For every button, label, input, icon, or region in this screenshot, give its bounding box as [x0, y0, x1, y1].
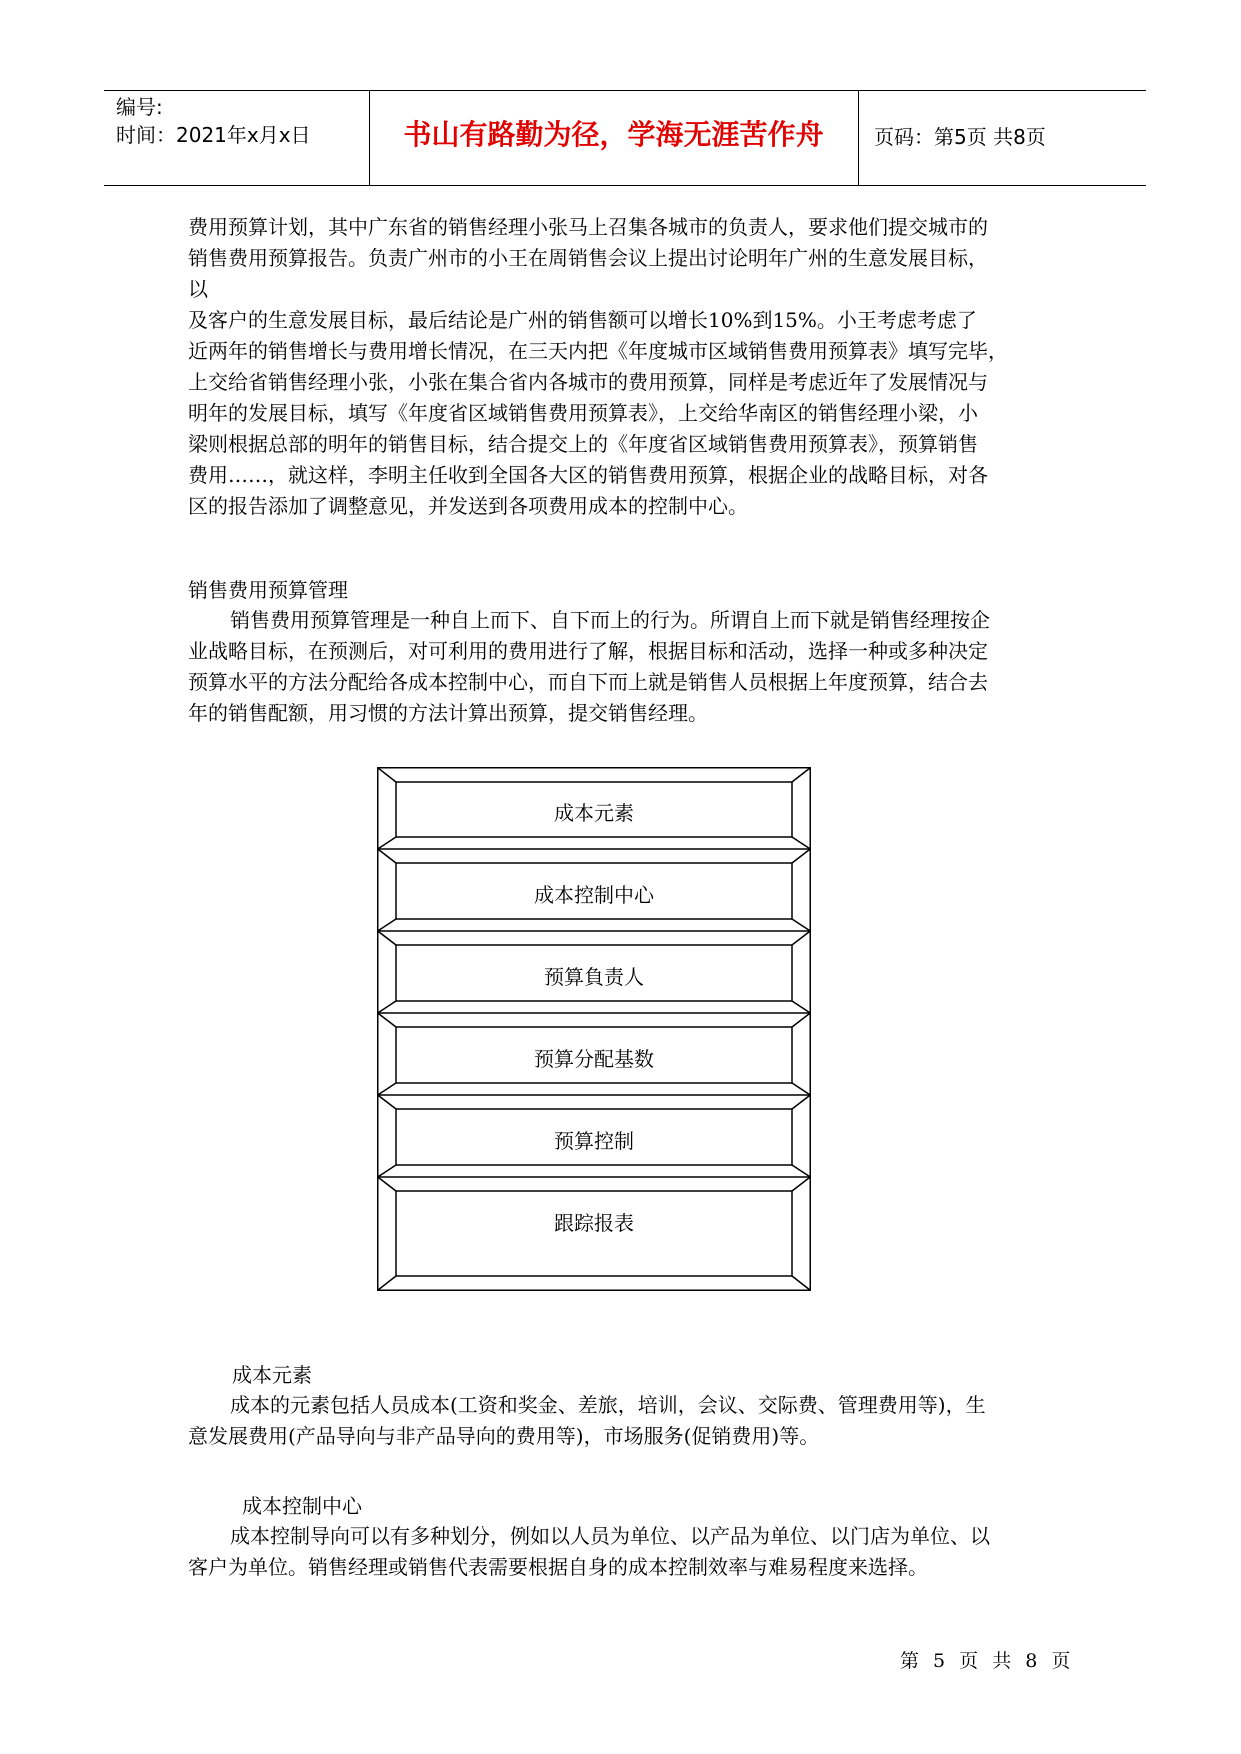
section-heading: 销售费用预算管理	[188, 578, 348, 602]
diagram-box-allocation-base: 预算分配基数	[534, 1047, 654, 1071]
diagram-box-tracking-report: 跟踪报表	[554, 1211, 634, 1235]
diagram-box-cost-elements: 成本元素	[554, 801, 634, 825]
text-line: 费用……，就这样，李明主任收到全国各大区的销售费用预算，根据企业的战略目标，对各	[188, 463, 988, 487]
text-line: 及客户的生意发展目标，最后结论是广州的销售额可以增长10%到15%。小王考虑考虑了	[188, 308, 977, 332]
document-number-label: 编号:	[116, 95, 163, 119]
text-line: 近两年的销售增长与费用增长情况，在三天内把《年度城市区域销售费用预算表》填写完毕，	[188, 339, 1008, 363]
section-paragraph	[188, 1521, 1063, 1583]
intro-paragraph	[188, 212, 1063, 522]
diagram-box-budget-control: 预算控制	[554, 1129, 634, 1153]
text-line: 年的销售配额，用习惯的方法计算出预算，提交销售经理。	[188, 701, 708, 725]
text-line: 上交给省销售经理小张，小张在集合省内各城市的费用预算，同样是考虑近年了发展情况与	[188, 370, 988, 394]
text-line: 费用预算计划，其中广东省的销售经理小张马上召集各城市的负责人，要求他们提交城市的	[188, 215, 988, 239]
text-line: 成本的元素包括人员成本(工资和奖金、差旅，培训，会议、交际费、管理费用等)，生	[230, 1393, 986, 1417]
diagram-box-cost-control-center: 成本控制中心	[534, 883, 654, 907]
header-divider	[858, 91, 859, 185]
section-heading: 成本控制中心	[242, 1494, 362, 1518]
section-paragraph	[188, 1390, 1063, 1452]
text-line: 预算水平的方法分配给各成本控制中心，而自下而上就是销售人员根据上年度预算，结合去	[188, 670, 988, 694]
document-time-label: 时间：2021年x月x日	[116, 123, 311, 147]
page-footer: 第 5 页 共 8 页	[900, 1650, 1075, 1672]
page-header	[104, 90, 1146, 186]
section-heading: 成本元素	[232, 1363, 312, 1387]
header-meta	[116, 93, 311, 149]
header-page-number: 页码：第5页 共8页	[874, 125, 1046, 149]
text-line: 以	[188, 277, 208, 301]
text-line: 明年的发展目标，填写《年度省区域销售费用预算表》，上交给华南区的销售经理小梁，小	[188, 401, 978, 425]
text-line: 客户为单位。销售经理或销售代表需要根据自身的成本控制效率与难易程度来选择。	[188, 1555, 928, 1579]
header-motto: 书山有路勤为径，学海无涯苦作舟	[403, 118, 824, 151]
text-line: 销售费用预算报告。负责广州市的小王在周销售会议上提出讨论明年广州的生意发展目标，	[188, 246, 988, 270]
section-paragraph	[188, 605, 1063, 729]
text-line: 区的报告添加了调整意见，并发送到各项费用成本的控制中心。	[188, 494, 748, 518]
text-line: 梁则根据总部的明年的销售目标，结合提交上的《年度省区域销售费用预算表》，预算销售	[188, 432, 978, 456]
text-line: 意发展费用(产品导向与非产品导向的费用等)，市场服务(促销费用)等。	[188, 1424, 820, 1448]
text-line: 业战略目标，在预测后，对可利用的费用进行了解，根据目标和活动，选择一种或多种决定	[188, 639, 988, 663]
text-line: 销售费用预算管理是一种自上而下、自下而上的行为。所谓自上而下就是销售经理按企	[230, 608, 990, 632]
diagram-box-budget-owner: 预算負责人	[544, 965, 644, 989]
text-line: 成本控制导向可以有多种划分，例如以人员为单位、以产品为单位、以门店为单位、以	[230, 1524, 990, 1548]
